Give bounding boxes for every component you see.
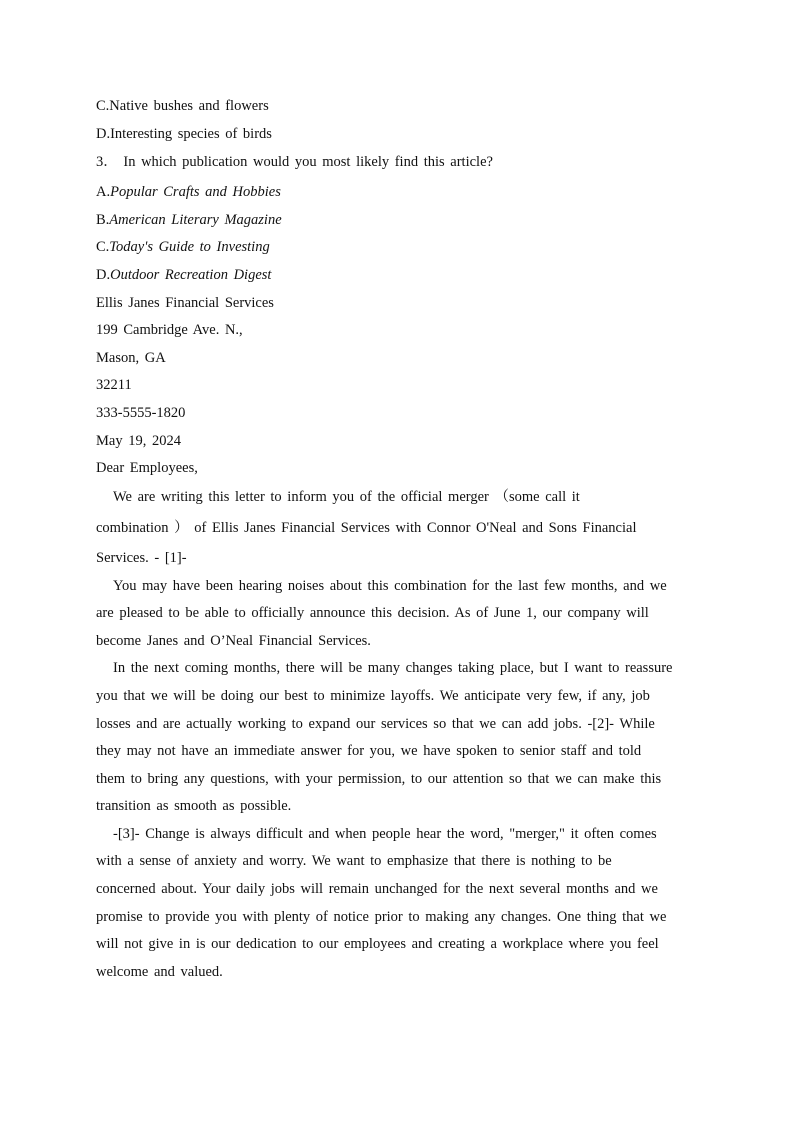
- question-3-option-a: [96, 183, 281, 201]
- option-letter: A.: [96, 184, 111, 200]
- paragraph-3-line: In the next coming months, there will be many changes taking place, but I want to reassure: [113, 660, 673, 676]
- sender-zip: 32211: [96, 377, 132, 393]
- question-3-stem: 3． In which publication would you most likely find this article?: [96, 154, 493, 170]
- paragraph-4-line: will not give in is our dedication to our employees and creating a workplace where you feel: [96, 936, 659, 952]
- letter-date: May 19, 2024: [96, 433, 181, 449]
- paragraph-1-line: combination ） of Ellis Janes Financial Services with Connor O'Neal and Sons Financial: [96, 520, 637, 536]
- paragraph-4-line: welcome and valued.: [96, 964, 223, 980]
- paragraph-4-line: promise to provide you with plenty of notice prior to making any changes. One thing that we: [96, 909, 667, 925]
- paragraph-3-line: them to bring any questions, with your permission, to our attention so that we can make this: [96, 771, 662, 787]
- question-3-option-d: [96, 266, 271, 284]
- sender-phone: 333-5555-1820: [96, 405, 186, 421]
- option-text: Today's Guide to Investing: [109, 239, 270, 255]
- option-letter: C.: [96, 239, 110, 255]
- paragraph-1-line: Services. - [1]-: [96, 550, 187, 566]
- sender-company: Ellis Janes Financial Services: [96, 295, 274, 311]
- sender-street: 199 Cambridge Ave. N.,: [96, 322, 243, 338]
- option-letter: B.: [96, 212, 110, 228]
- paragraph-1-line: We are writing this letter to inform you of the official merger （some call it: [113, 489, 580, 505]
- question-3-option-b: [96, 211, 282, 229]
- option-d-prev: D.Interesting species of birds: [96, 126, 272, 142]
- paragraph-2-line: are pleased to be able to officially announce this decision. As of June 1, our company will: [96, 605, 649, 621]
- paragraph-4-line: concerned about. Your daily jobs will remain unchanged for the next several months and we: [96, 881, 658, 897]
- option-c-prev: C.Native bushes and flowers: [96, 98, 269, 114]
- paragraph-3-line: transition as smooth as possible.: [96, 798, 292, 814]
- paragraph-2-line: become Janes and O’Neal Financial Services.: [96, 633, 371, 649]
- paragraph-2-line: You may have been hearing noises about this combination for the last few months, and we: [113, 578, 667, 594]
- option-letter: D.: [96, 267, 111, 283]
- paragraph-4-line: -[3]- Change is always difficult and when people hear the word, "merger," it often comes: [113, 826, 657, 842]
- option-text: Popular Crafts and Hobbies: [110, 184, 281, 200]
- salutation: Dear Employees,: [96, 460, 198, 476]
- question-3-option-c: [96, 238, 270, 256]
- paragraph-3-line: they may not have an immediate answer for you, we have spoken to senior staff and told: [96, 743, 642, 759]
- paragraph-3-line: you that we will be doing our best to minimize layoffs. We anticipate very few, if any, job: [96, 688, 650, 704]
- sender-city: Mason, GA: [96, 350, 166, 366]
- option-text: Outdoor Recreation Digest: [110, 267, 272, 283]
- option-text: American Literary Magazine: [109, 212, 282, 228]
- paragraph-4-line: with a sense of anxiety and worry. We want to emphasize that there is nothing to be: [96, 853, 612, 869]
- paragraph-3-line: losses and are actually working to expand our services so that we can add jobs. -[2]- While: [96, 716, 655, 732]
